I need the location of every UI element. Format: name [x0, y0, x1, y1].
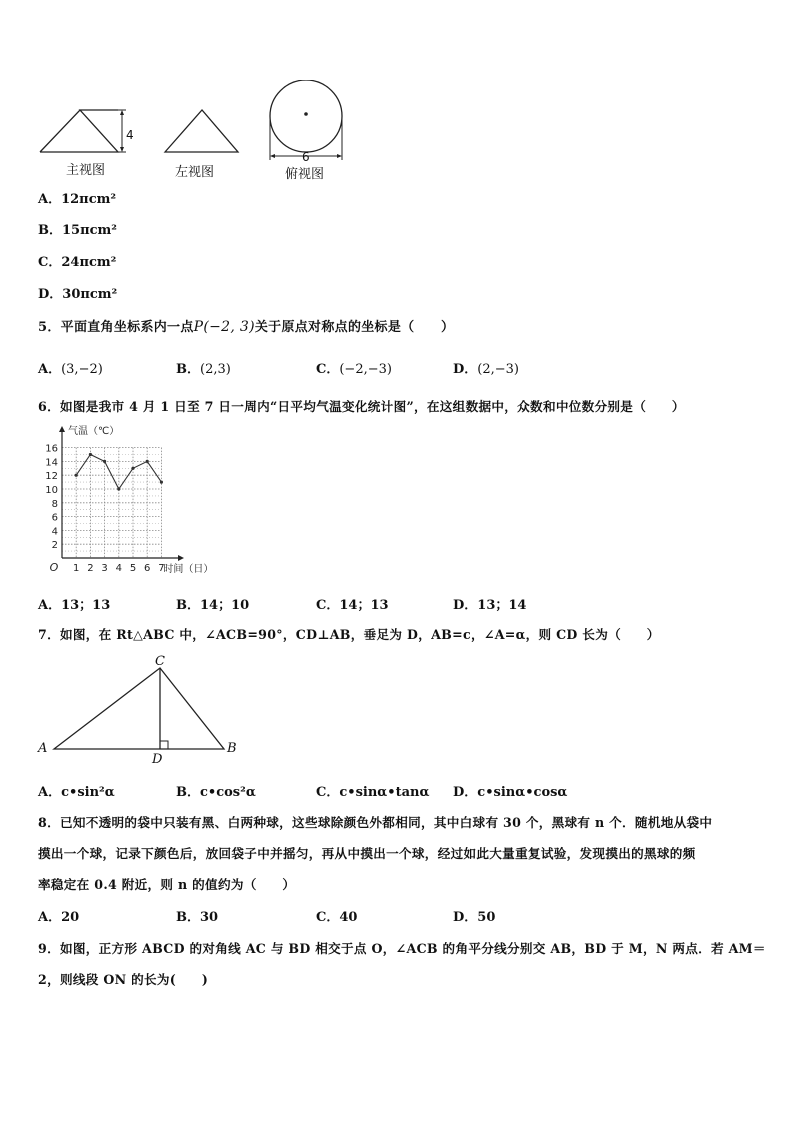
vertex-d-label: D — [152, 752, 163, 767]
q7-option-c[interactable]: C．c•sinα•tanα — [316, 785, 430, 800]
q7-option-d[interactable]: D．c•sinα•cosα — [453, 785, 568, 800]
q4-option-a[interactable]: A．12πcm² — [38, 192, 117, 207]
q5-option-b[interactable]: B．(2,3) — [176, 362, 231, 377]
q8-option-c[interactable]: C．40 — [316, 910, 358, 925]
q8-option-a[interactable]: A．20 — [38, 910, 80, 925]
q5-option-a[interactable]: A．(3,−2) — [38, 362, 103, 377]
q9-line-1: 9．如图，正方形 ABCD 的对角线 AC 与 BD 相交于点 O，∠ACB 的角平分线分别交 AB，BD 于 M，N 两点．若 AM＝ — [38, 941, 766, 956]
height-label: 4 — [126, 128, 134, 142]
origin-label: O — [49, 561, 59, 574]
temperature-data-point — [75, 474, 78, 477]
y-tick-label: 6 — [51, 512, 58, 524]
y-tick-label: 14 — [45, 457, 58, 469]
q5-option-c[interactable]: C．(−2,−3) — [316, 362, 392, 377]
y-axis-title: 气温（℃） — [68, 426, 120, 437]
x-axis-title: 时间（日） — [163, 564, 214, 575]
top-view-caption: 俯视图 — [285, 167, 325, 182]
right-angle-mark — [160, 741, 168, 749]
q6-option-a[interactable]: A．13；13 — [38, 598, 111, 613]
y-axis-arrow — [59, 426, 65, 432]
temperature-data-point — [131, 467, 134, 470]
q4-option-c[interactable]: C．24πcm² — [38, 255, 117, 270]
side-view-shape — [165, 110, 238, 152]
q8-option-b[interactable]: B．30 — [176, 910, 219, 925]
x-tick-label: 7 — [158, 563, 165, 574]
x-tick-label: 2 — [87, 563, 94, 574]
top-view-center-dot — [304, 112, 308, 116]
diameter-label: 6 — [302, 150, 310, 164]
q8-line-3: 率稳定在 0.4 附近，则 n 的值约为（ ） — [38, 877, 296, 892]
vertex-c-label: C — [155, 654, 165, 669]
q9-line-2: 2，则线段 ON 的长为( ) — [38, 972, 209, 987]
q5-stem: 5．平面直角坐标系内一点P(−2, 3)关于原点对称点的坐标是（ ） — [38, 319, 455, 335]
triangle-abc — [54, 668, 224, 749]
vertex-a-label: A — [38, 741, 48, 756]
q8-line-1: 8．已知不透明的袋中只装有黑、白两种球，这些球除颜色外都相同，其中白球有 30 个，黑球有 n 个．随机地从袋中 — [38, 815, 713, 830]
front-view-caption: 主视图 — [66, 163, 106, 178]
x-axis-arrow — [178, 555, 184, 561]
top-view-circle — [270, 80, 342, 152]
y-tick-label: 10 — [45, 485, 58, 496]
temperature-data-point — [103, 460, 106, 463]
right-triangle-figure — [36, 652, 246, 772]
q7-option-a[interactable]: A．c•sin²α — [38, 785, 115, 800]
x-tick-label: 5 — [129, 563, 137, 574]
side-view-caption: 左视图 — [175, 165, 215, 180]
y-tick-label: 12 — [45, 471, 58, 483]
q6-option-c[interactable]: C．14；13 — [316, 598, 389, 613]
temperature-data-point — [160, 481, 163, 484]
temperature-data-point — [117, 487, 120, 490]
y-tick-label: 16 — [45, 443, 58, 455]
temperature-chart-svg — [40, 422, 230, 584]
right-triangle-svg — [36, 652, 246, 772]
q4-option-d[interactable]: D．30πcm² — [38, 287, 118, 302]
q6-option-d[interactable]: D．13；14 — [453, 598, 527, 613]
temperature-data-point — [146, 460, 149, 463]
x-tick-label: 3 — [101, 563, 108, 574]
x-tick-label: 1 — [73, 563, 80, 574]
y-tick-label: 2 — [51, 540, 58, 552]
x-tick-label: 6 — [144, 563, 151, 574]
q4-option-b[interactable]: B．15πcm² — [38, 223, 117, 238]
q6-option-b[interactable]: B．14；10 — [176, 598, 250, 613]
vertex-b-label: B — [227, 741, 237, 756]
front-view-shape — [40, 110, 118, 152]
q7-stem: 7．如图，在 Rt△ABC 中，∠ACB=90°，CD⊥AB，垂足为 D，AB=c，∠A=α，则 CD 长为（ ） — [38, 627, 660, 642]
temperature-data-point — [89, 453, 92, 456]
q5-option-d[interactable]: D．(2,−3) — [453, 362, 519, 377]
x-tick-label: 4 — [115, 563, 122, 574]
temperature-chart — [40, 422, 230, 584]
q8-line-2: 摸出一个球，记录下颜色后，放回袋子中并摇匀，再从中摸出一个球，经过如此大量重复试验，发现摸出的黑球的频 — [38, 846, 696, 861]
q8-option-d[interactable]: D．50 — [453, 910, 496, 925]
y-tick-label: 8 — [51, 498, 58, 510]
q7-option-b[interactable]: B．c•cos²α — [176, 785, 256, 800]
y-tick-label: 4 — [51, 526, 58, 538]
q6-stem: 6．如图是我市 4 月 1 日至 7 日一周内“日平均气温变化统计图”，在这组数据中，众数和中位数分别是（ ） — [38, 399, 685, 414]
q5-point: P(−2, 3) — [193, 319, 255, 335]
